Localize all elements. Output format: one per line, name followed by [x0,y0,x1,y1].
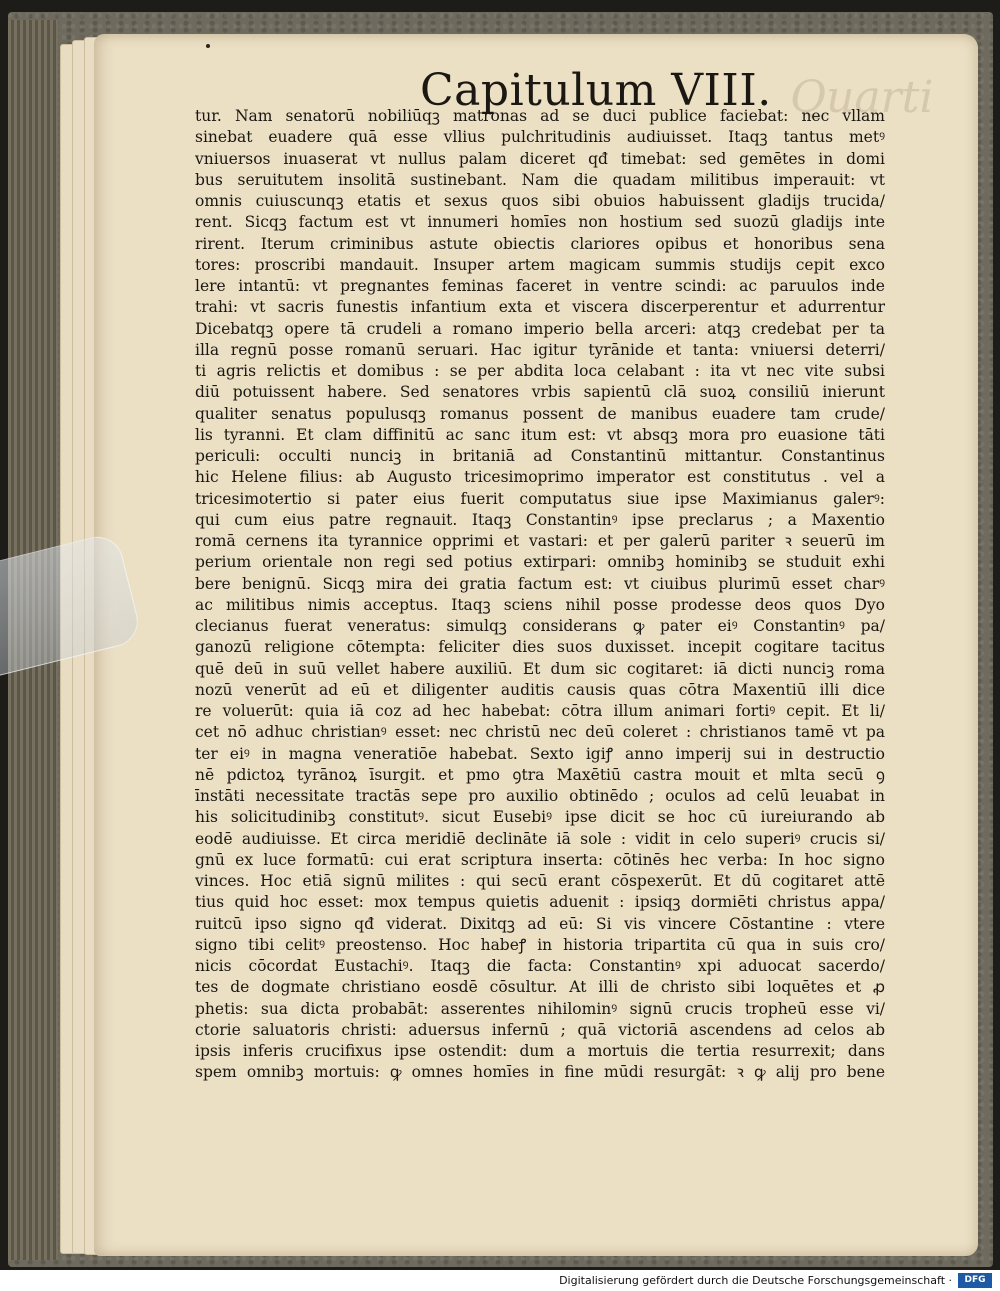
text-line: tur. Nam senatorū nobiliūqꝫ matronas ad se duci publice faciebat: nec vllam [195,107,885,125]
text-line: clecianus fuerat veneratus: simulqꝫ considerans ꝙ pater eiꝰ Constantinꝰ pa/ [195,617,885,635]
text-line: cet nō adhuc christianꝰ esset: nec christū nec deū coleret : christianos tamē vt pa [195,723,885,742]
text-line: qui cum eius patre regnauit. Itaqꝫ Constantinꝰ ipse preclarus ; a Maxentio [195,510,885,529]
text-line: sinebat euadere quā esse vllius pulchritudinis audiuisset. Itaqꝫ tantus metꝰ [195,128,885,147]
text-line: nozū venerūt ad eū et diligenter auditis causis quas cōtra Maxentiū illi dice [195,680,885,699]
text-line: rirent. Iterum criminibus astute obiectis clariores opibus et honoribus sena [195,234,885,253]
text-line: trahi: vt sacris funestis infantium exta et viscera discerperentur et adurrentur [195,298,885,317]
text-line: tes de dogmate christiano eosdē cōsultur. At illi de christo sibi loquētes et ꝓ [195,978,885,997]
page-body-text [195,106,885,1084]
text-line: re voluerūt: quia iā coz ad hec habebat: cōtra illum animari fortiꝰ cepit. Et li/ [195,702,885,720]
text-line: ctorie saluatoris christi: aduersus infernū ; quā victoriā ascendens ad celos ab [195,1020,885,1039]
text-line: Dicebatqꝫ opere tā crudeli a romano imperio bella arceri: atqꝫ credebat per ta [195,319,885,338]
funding-credit: Digitalisierung gefördert durch die Deutsche Forschungsgemeinschaft · [559,1274,952,1287]
text-line: ti agris relictis et domibus : se per abdita loca celabant : ita vt nec vite subsi [195,362,885,380]
text-line: eodē audiuisse. Et circa meridiē declināte iā sole : vidit in celo superiꝰ crucis si/ [195,829,885,848]
text-line: bus seruitutem insolitā sustinebant. Nam die quadam militibus imperauit: vt [195,170,885,189]
text-line: nicis cōcordat Eustachiꝰ. Itaqꝫ die facta: Constantinꝰ xpi aduocat sacerdo/ [195,957,885,975]
text-line: hic Helene filius: ab Augusto tricesimoprimo imperator est constitutus . vel a [195,468,885,487]
text-line: phetis: sua dicta probabāt: asserentes nihilominꝰ signū crucis tropheū esse vi/ [195,999,885,1018]
text-line: qualiter senatus populusqꝫ romanus possent de manibus euadere tam crude/ [195,404,885,423]
page-mark [206,44,210,48]
text-line: ruitcū ipso signo qđ viderat. Dixitqꝫ ad eū: Si vis vincere Cōstantine : vtere [195,914,885,933]
text-line: rent. Sicqꝫ factum est vt innumeri homīes non hostium sed suozū gladijs inte [195,213,885,232]
text-line: perium orientale non regi sed potius extirpari: omnibꝫ hominibꝫ se studuit exhi [195,553,885,572]
text-line: nē pdictoꝝ tyrānoꝝ īsurgit. et pmo ꝯtra Maxētiū castra mouit et mlta secū ꝯ [195,765,885,784]
text-line: vinces. Hoc etiā signū milites : qui secū erant cōspexerūt. Et dū cogitaret attē [195,872,885,890]
text-line: omnis cuiuscunqꝫ etatis et sexus quos sibi obuios habuissent gladijs trucida/ [195,192,885,210]
text-line: vniuersos inuaserat vt nullus palam diceret qđ timebat: sed gemētes in domi [195,149,885,168]
text-line: quē deū in suū vellet habere auxiliū. Et dum sic cogitaret: iā dicti nunciꝫ roma [195,659,885,678]
text-line: ac militibus nimis acceptus. Itaqꝫ sciens nihil posse prodesse deos quos Dyo [195,595,885,614]
footer-bar [0,1270,1000,1291]
text-line: lere intantū: vt pregnantes feminas faceret in ventre scindi: ac paruulos inde [195,277,885,295]
text-line: gnū ex luce formatū: cui erat scriptura inserta: cōtinēs hec verba: In hoc signo [195,850,885,869]
text-line: bere benignū. Sicqꝫ mira dei gratia factum est: vt ciuibus plurimū esset charꝰ [195,574,885,593]
text-line: īnstāti necessitate tractās sepe pro auxilio obtinēdo ; oculos ad celū leuabat in [195,787,885,805]
text-line: tricesimotertio si pater eius fuerit computatus siue ipse Maximianus galerꝰ: [195,489,885,508]
text-line: illa regnū posse romanū seruari. Hac igitur tyrānide et tanta: vniuersi deterri/ [195,340,885,359]
text-line: spem omnibꝫ mortuis: ꝙ omnes homīes in fine mūdi resurgāt: ꝛ ꝙ alij pro bene [195,1063,885,1082]
chapter-heading: Capitulum VIII. [420,65,772,116]
text-line: romā cernens ita tyrannice opprimi et vastari: et per galerū pariter ꝛ seuerū im [195,532,885,550]
text-line: signo tibi celitꝰ preostenso. Hoc habeꝭ in historia tripartita cū qua in suis cro/ [195,935,885,954]
text-line: ter eiꝰ in magna veneratiōe habebat. Sexto igiꝭ anno imperij sui in destructio [195,744,885,763]
text-line: periculi: occulti nunciꝫ in britaniā ad Constantinū mittantur. Constantinus [195,447,885,465]
text-line: ipsis inferis crucifixus ipse ostendit: dum a mortuis die tertia resurrexit; dans [195,1042,885,1060]
dfg-logo-icon: DFG [958,1273,992,1288]
text-line: tores: proscribi mandauit. Insuper artem magicam summis studijs cepit exco [195,255,885,274]
text-line: his solicitudinibꝫ constitutꝰ. sicut Eusebiꝰ ipse dicit se hoc cū iureiurando ab [195,808,885,827]
bleed-through-text: Quarti [790,72,934,122]
text-line: diū potuissent habere. Sed senatores vrbis sapientū clā suoꝝ consiliū inierunt [195,383,885,402]
text-line: lis tyranni. Et clam diffinitū ac sanc itum est: vt absqꝫ mora pro euasione tāti [195,425,885,444]
text-line: ganozū religione cōtempta: feliciter dies suos duxisset. incepit cogitare tacitus [195,638,885,657]
text-line: tius quid hoc esset: mox tempus quietis aduenit : ipsiqꝫ dormiēti christus appa/ [195,893,885,912]
